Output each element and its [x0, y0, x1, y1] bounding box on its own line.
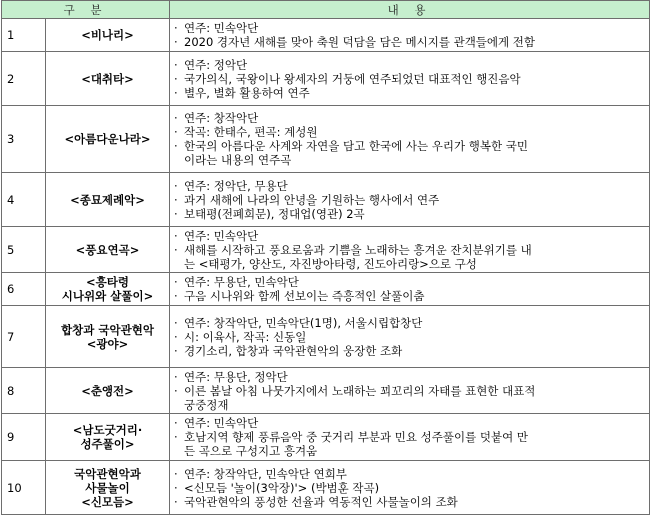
row-number: 3 [2, 106, 46, 173]
table-row [2, 306, 650, 368]
bullet-text: 보태평(전폐희문), 정대업(영관) 2곡 [184, 206, 365, 221]
bullet-text: 경기소리, 합창과 국악관현악의 웅장한 조화 [184, 343, 403, 358]
bullet-item [174, 430, 645, 444]
bullet-item [174, 111, 645, 125]
bullet-item [174, 370, 645, 384]
program-title [46, 273, 170, 306]
bullet-item [174, 289, 645, 303]
program-title-line: 시나위와 살풀이> [61, 289, 154, 303]
bullet-text: 한국의 아름다운 사계와 자연을 담고 한국에 사는 우리가 행복한 국민 [184, 139, 528, 153]
bullet-item [174, 416, 645, 430]
bullet-dot-icon: · [174, 85, 178, 100]
bullet-dot-icon: · [174, 343, 178, 358]
program-title-line: <대취타> [81, 71, 134, 86]
bullet-text: 과거 새해에 나라의 안녕을 기원하는 행사에서 연주 [184, 192, 440, 207]
program-description [170, 106, 650, 173]
bullet-dot-icon: · [174, 329, 178, 344]
bullet-dot-icon: · [174, 466, 178, 481]
bullet-text: 연주: 창작악단, 민속악단(1명), 서울시립합창단 [184, 315, 423, 330]
bullet-dot-icon: · [174, 289, 178, 303]
table-row [2, 52, 650, 106]
bullet-item [174, 384, 645, 398]
bullet-text: 시: 이육사, 작곡: 신동일 [184, 329, 307, 344]
program-title [46, 306, 170, 368]
program-title-line: <아름다운나라> [64, 132, 151, 146]
bullet-item [174, 275, 645, 289]
program-title-line: <풍요연곡> [75, 242, 140, 257]
header-category: 구 분 [2, 1, 170, 19]
bullet-text: 연주: 민속악단 [184, 228, 259, 243]
table-row [2, 227, 650, 273]
bullet-text-continuation: 이라는 내용의 연주곡 [184, 153, 292, 167]
program-title-line: <신모듬> [81, 494, 134, 509]
bullet-text: 연주: 정악단 [184, 57, 248, 72]
program-title-line: <춘앵전> [81, 383, 134, 398]
program-title [46, 461, 170, 515]
bullet-dot-icon: · [174, 242, 178, 257]
table-row [2, 19, 650, 52]
program-title-line: <남도굿거리· [72, 423, 143, 437]
bullet-text: 연주: 창작악단, 민속악단 연희부 [184, 466, 347, 481]
bullet-text: 2020 경자년 새해를 맞아 축원 덕담을 담은 메시지를 관객들에게 전함 [184, 35, 535, 49]
bullet-dot-icon: · [174, 21, 178, 35]
bullet-text: <신모듬 '놀이(3악장)'> (박범훈 작곡) [184, 480, 380, 495]
bullet-dot-icon: · [174, 383, 178, 398]
bullet-item [174, 21, 645, 35]
bullet-dot-icon: · [174, 430, 178, 444]
bullet-text: 연주: 정악단, 무용단 [184, 178, 288, 193]
bullet-text-continuation: 든 곡으로 구성지고 흥겨움 [184, 444, 318, 458]
table-row [2, 173, 650, 227]
header-content: 내 용 [170, 1, 650, 19]
table-row [2, 461, 650, 515]
bullet-dot-icon: · [174, 178, 178, 193]
row-number: 5 [2, 227, 46, 273]
bullet-item [174, 481, 645, 495]
table-row [2, 106, 650, 173]
bullet-item [174, 330, 645, 344]
program-description [170, 227, 650, 273]
program-description [170, 414, 650, 461]
program-description [170, 368, 650, 414]
program-title-line: 국악관현악과 [74, 466, 141, 481]
program-title-line: <흥타령 [86, 275, 129, 289]
bullet-item [174, 316, 645, 330]
program-title [46, 227, 170, 273]
bullet-dot-icon: · [174, 71, 178, 86]
bullet-item [174, 139, 645, 153]
bullet-dot-icon: · [174, 57, 178, 72]
bullet-text: 연주: 민속악단 [184, 21, 259, 35]
bullet-text: 연주: 민속악단 [184, 416, 259, 430]
row-number: 9 [2, 414, 46, 461]
bullet-dot-icon: · [174, 192, 178, 207]
program-title [46, 106, 170, 173]
program-title-line: <광야> [86, 336, 129, 351]
bullet-item [174, 344, 645, 358]
bullet-item [174, 193, 645, 207]
row-number: 7 [2, 306, 46, 368]
bullet-text-continuation: 는 <태평가, 양산도, 자진방아타령, 진도아리랑>으로 구성 [184, 256, 477, 271]
table-header-row [2, 1, 650, 19]
program-title [46, 368, 170, 414]
bullet-text: 새해를 시작하고 풍요로움과 기쁨을 노래하는 흥겨운 잔치분위기를 내 [184, 242, 532, 257]
bullet-item [174, 243, 645, 257]
bullet-text: 연주: 창작악단 [184, 111, 259, 125]
bullet-text: 이른 봄날 아침 나뭇가지에서 노래하는 꾀꼬리의 자태를 표현한 대표적 [184, 383, 536, 398]
row-number: 2 [2, 52, 46, 106]
bullet-text: 연주: 무용단, 정악단 [184, 369, 288, 384]
bullet-item [174, 229, 645, 243]
program-title [46, 52, 170, 106]
row-number: 8 [2, 368, 46, 414]
program-description [170, 19, 650, 52]
bullet-text: 구음 시나위와 함께 선보이는 즉흥적인 살풀이춤 [184, 289, 425, 303]
bullet-dot-icon: · [174, 369, 178, 384]
bullet-text-continuation: 궁중정재 [184, 397, 229, 412]
bullet-dot-icon: · [174, 315, 178, 330]
bullet-text: 호남지역 향제 풍류음악 중 굿거리 부분과 민요 성주풀이를 덧붙여 만 [184, 430, 528, 444]
bullet-item [174, 86, 645, 100]
bullet-item [174, 72, 645, 86]
bullet-text: 별우, 별화 활용하여 연주 [184, 85, 310, 100]
bullet-item [174, 35, 645, 49]
bullet-item [174, 207, 645, 221]
program-title [46, 173, 170, 227]
table-row [2, 273, 650, 306]
table-row [2, 414, 650, 461]
bullet-dot-icon: · [174, 35, 178, 49]
program-title [46, 19, 170, 52]
bullet-dot-icon: · [174, 111, 178, 125]
bullet-item [174, 179, 645, 193]
program-table [1, 0, 650, 515]
program-description [170, 52, 650, 106]
bullet-dot-icon: · [174, 480, 178, 495]
row-number: 6 [2, 273, 46, 306]
program-title-line: 사물놀이 [85, 480, 130, 495]
bullet-dot-icon: · [174, 139, 178, 153]
bullet-text: 작곡: 한태수, 편곡: 계성원 [184, 125, 318, 139]
bullet-item [174, 58, 645, 72]
program-description [170, 306, 650, 368]
program-title-line: 합창과 국악관현악 [61, 322, 154, 337]
bullet-dot-icon: · [174, 228, 178, 243]
bullet-dot-icon: · [174, 125, 178, 139]
program-title [46, 414, 170, 461]
bullet-dot-icon: · [174, 416, 178, 430]
bullet-text: 국가의식, 국왕이나 왕세자의 거둥에 연주되었던 대표적인 행진음악 [184, 71, 521, 86]
program-title-line: 성주풀이> [80, 437, 135, 451]
program-description [170, 273, 650, 306]
table-row [2, 368, 650, 414]
bullet-dot-icon: · [174, 494, 178, 509]
bullet-dot-icon: · [174, 206, 178, 221]
bullet-text: 연주: 무용단, 민속악단 [184, 275, 299, 289]
bullet-item [174, 467, 645, 481]
bullet-item [174, 125, 645, 139]
row-number: 10 [2, 461, 46, 515]
bullet-dot-icon: · [174, 275, 178, 289]
program-title-line: <비나리> [81, 28, 134, 42]
program-description [170, 173, 650, 227]
row-number: 1 [2, 19, 46, 52]
program-title-line: <종묘제례악> [70, 192, 145, 207]
row-number: 4 [2, 173, 46, 227]
program-description [170, 461, 650, 515]
bullet-text: 국악관현악의 풍성한 선율과 역동적인 사물놀이의 조화 [184, 494, 458, 509]
